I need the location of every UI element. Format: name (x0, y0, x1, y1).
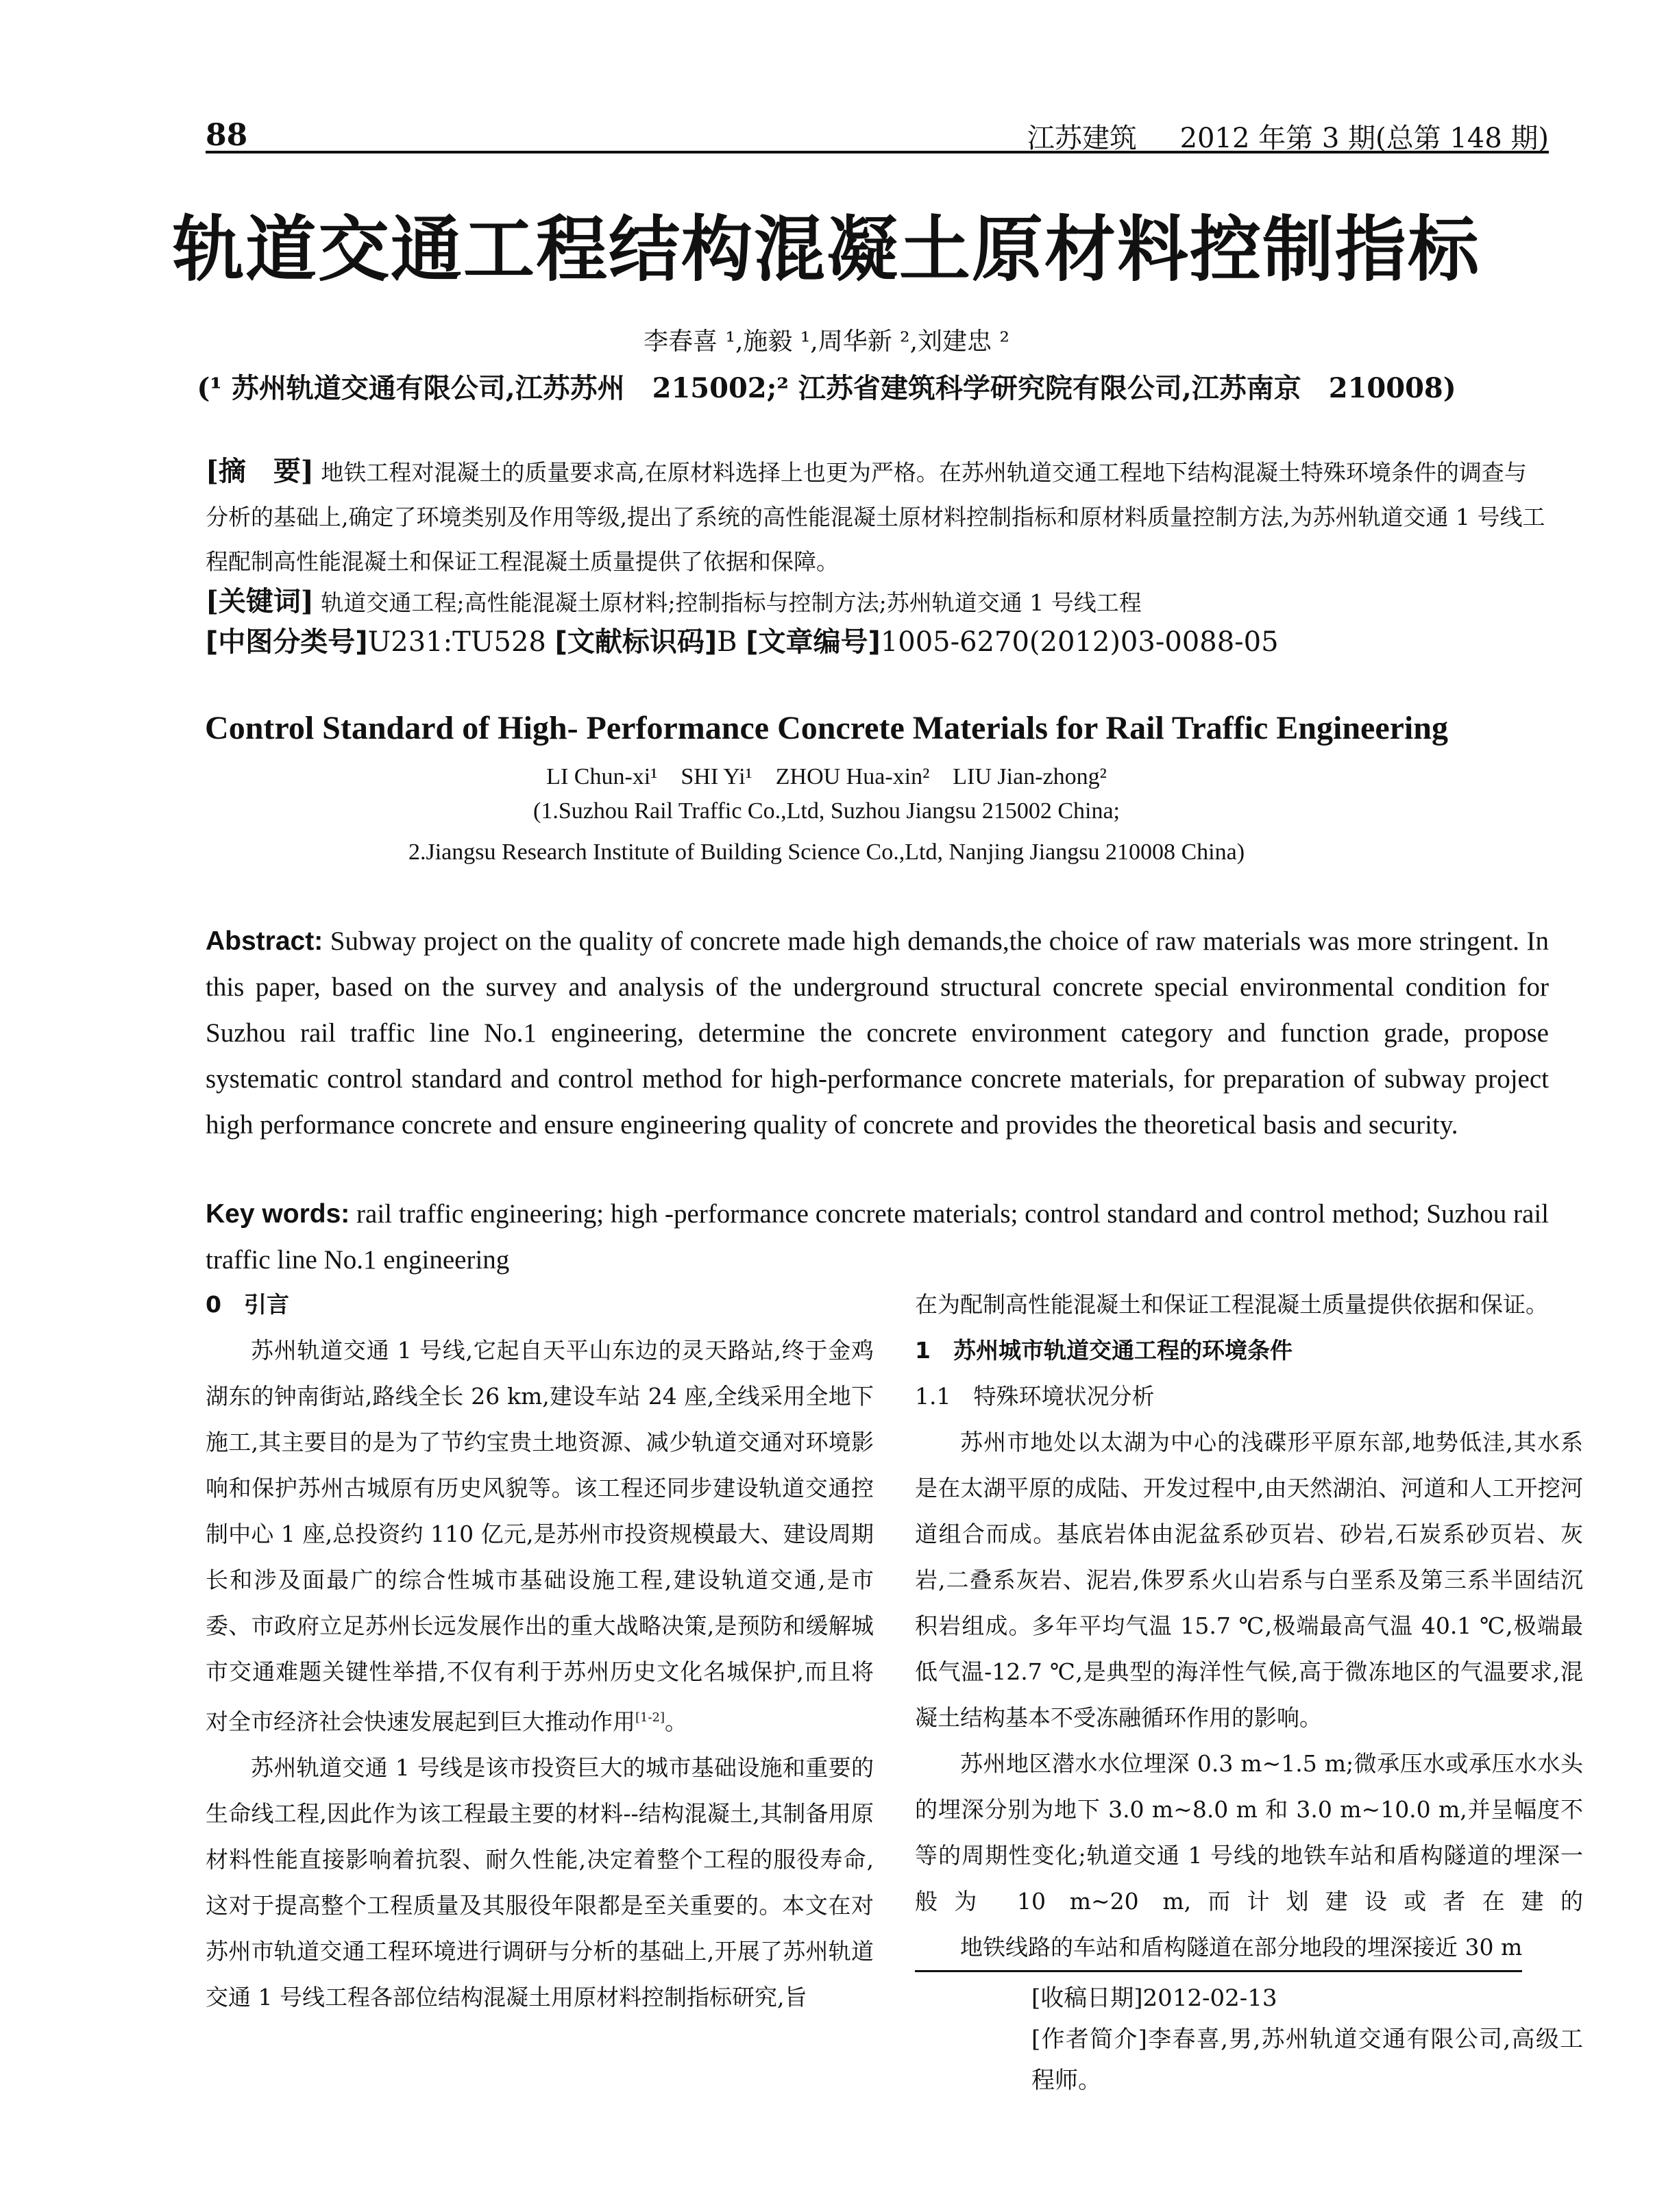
clc-label: [中图分类号] (206, 626, 368, 658)
abstract-cn-text: 地铁工程对混凝土的质量要求高,在原材料选择上也更为严格。在苏州轨道交通工程地下结构混凝土特殊环境条件的调查与分析的基础上,确定了环境类别及作用等级,提出了系统的高性能混凝土原材料控制指标和原材料质量控制方法,为苏州轨道交通 1 号线工程配制高性能混凝土和保证工程混凝土质量提供了依据和保障。 (206, 459, 1545, 575)
journal-issue: 2012 年第 3 期(总第 148 期) (1179, 123, 1549, 154)
authors-cn: 李春喜 ¹,施毅 ¹,周华新 ²,刘建忠 ² (644, 328, 1009, 356)
paper-title-cn: 轨道交通工程结构混凝土原材料控制指标 (172, 207, 1480, 291)
keywords-en (206, 1191, 1549, 1283)
section-1-1-paragraph-2-last-line: 地铁线路的车站和盾构隧道在部分地段的埋深接近 30 m (915, 1924, 1522, 1972)
keywords-cn-text: 轨道交通工程;高性能混凝土原材料;控制指标与控制方法;苏州轨道交通 1 号线工程 (321, 589, 1142, 616)
abstract-en-text: Subway project on the quality of concrete made high demands,the choice of raw materials was more stringent. In this paper, based on the survey and analysis of the underground structural concrete special environmental condition for Suzhou rail traffic line No.1 engineering, determine the concrete environment category and function grade, propose systematic control standard and control method for high-performance concrete materials, for preparation of subway project high performance concrete and ensure engineering quality of concrete and provides the theoretical basis and security. (206, 926, 1549, 1140)
received-date (1031, 1978, 1583, 2019)
received-value: 2012-02-13 (1142, 1984, 1277, 2012)
body-left-column (206, 1281, 874, 2020)
section-0-heading: 0 引言 (206, 1291, 289, 1318)
section-1-1-paragraph-1: 苏州市地处以太湖为中心的浅碟形平原东部,地势低洼,其水系是在太湖平原的成陆、开发过程中,由天然湖泊、河道和人工开挖河道组合而成。基底岩体由泥盆系砂页岩、砂岩,石炭系砂页岩、灰岩,二叠系灰岩、泥岩,侏罗系火山岩系与白垩系及第三系半固结沉积岩组成。多年平均气温 15.7 ℃,极端最高气温 40.1 ℃,极端最低气温-12.7 ℃,是典型的海洋性气候,高于微冻地区的气温要求,混凝土结构基本不受冻融循环作用的影响。 (915, 1429, 1583, 1731)
section-1-heading: 1 苏州城市轨道交通工程的环境条件 (915, 1337, 1293, 1364)
paper-title-en: Control Standard of High- Performance Concrete Materials for Rail Traffic Engineering (205, 710, 1448, 746)
keywords-cn (206, 579, 1549, 625)
author-bio-value: 李春喜,男,苏州轨道交通有限公司,高级工程师。 (1031, 2026, 1584, 2094)
footnote (915, 1978, 1583, 2101)
authors-en: LI Chun-xi¹ SHI Yi¹ ZHOU Hua-xin² LIU Jian-zhong² (546, 764, 1107, 789)
section-1-1-paragraph-2-text: 苏州地区潜水水位埋深 0.3 m~1.5 m;微承压水或承压水水头的埋深分别为地下 3.0 m~8.0 m 和 3.0 m~10.0 m,并呈幅度不等的周期性变化;轨道交通 1 号线的地铁车站和盾构隧道的埋深一般为 10 m~20 m,而计划建设或者在建的 (915, 1750, 1583, 1915)
keywords-cn-label: [关键词] (206, 585, 314, 617)
right-column-continuation: 在为配制高性能混凝土和保证工程混凝土质量提供依据和保证。 (915, 1291, 1548, 1318)
abstract-en (206, 918, 1549, 1148)
doc-code-value: B (717, 626, 737, 658)
section-0-paragraph-1-text: 苏州轨道交通 1 号线,它起自天平山东边的灵天路站,终于金鸡湖东的钟南街站,路线全长 26 km,建设车站 24 座,全线采用全地下施工,其主要目的是为了节约宝贵土地资源、减少轨道交通对环境影响和保护苏州古城原有历史风貌等。该工程还同步建设轨道交通控制中心 1 座,总投资约 110 亿元,是苏州市投资规模最大、建设周期长和涉及面最广的综合性城市基础设施工程,建设轨道交通,是市委、市政府立足苏州长远发展作出的重大战略决策,是预防和缓解城市交通难题关键性举措,不仅有利于苏州历史文化名城保护,而且将对全市经济社会快速发展起到巨大推动作用 (206, 1337, 874, 1735)
article-no-label: [文章编号] (746, 626, 881, 658)
citation-ref: [1-2] (635, 1710, 665, 1725)
author-bio (1031, 2019, 1583, 2101)
affiliation-en-1: (1.Suzhou Rail Traffic Co.,Ltd, Suzhou Jiangsu 215002 China; (533, 798, 1120, 824)
article-no-value: 1005-6270(2012)03-0088-05 (880, 626, 1279, 658)
author-bio-label: [作者简介] (1031, 2026, 1147, 2053)
affiliation-cn: (¹ 苏州轨道交通有限公司,江苏苏州 215002;² 江苏省建筑科学研究院有限公司,江苏南京 210008) (197, 372, 1456, 404)
page-number: 88 (206, 118, 248, 153)
journal-name: 江苏建筑 (1027, 123, 1137, 154)
journal-header (993, 116, 1549, 156)
abstract-cn (206, 449, 1549, 584)
section-0-paragraph-1 (206, 1327, 874, 1745)
keywords-en-text: rail traffic engineering; high -performance concrete materials; control standard and control method; Suzhou rail traffic line No.1 engineering (206, 1199, 1550, 1275)
classification-line (206, 620, 1549, 665)
header-rule (206, 151, 1549, 153)
body-right-column (915, 1281, 1583, 2101)
abstract-en-label: Abstract: (206, 926, 323, 956)
section-0-paragraph-2: 苏州轨道交通 1 号线是该市投资巨大的城市基础设施和重要的生命线工程,因此作为该工程最主要的材料--结构混凝土,其制备用原材料性能直接影响着抗裂、耐久性能,决定着整个工程的服役寿命,这对于提高整个工程质量及其服役年限都是至关重要的。本文在对苏州市轨道交通工程环境进行调研与分析的基础上,开展了苏州轨道交通 1 号线工程各部位结构混凝土用原材料控制指标研究,旨 (206, 1754, 874, 2011)
keywords-en-label: Key words: (206, 1199, 350, 1229)
abstract-cn-label: [摘 要] (206, 455, 314, 487)
received-label: [收稿日期] (1031, 1984, 1143, 2012)
doc-code-label: [文献标识码] (554, 626, 718, 658)
clc-value: U231:TU528 (367, 626, 546, 658)
section-0-paragraph-1-end: 。 (665, 1708, 688, 1735)
section-1-1-heading: 1.1 特殊环境状况分析 (915, 1383, 1155, 1410)
section-1-1-paragraph-2 (915, 1741, 1583, 1972)
affiliation-en-2: 2.Jiangsu Research Institute of Building Science Co.,Ltd, Nanjing Jiangsu 210008 China) (408, 839, 1245, 865)
